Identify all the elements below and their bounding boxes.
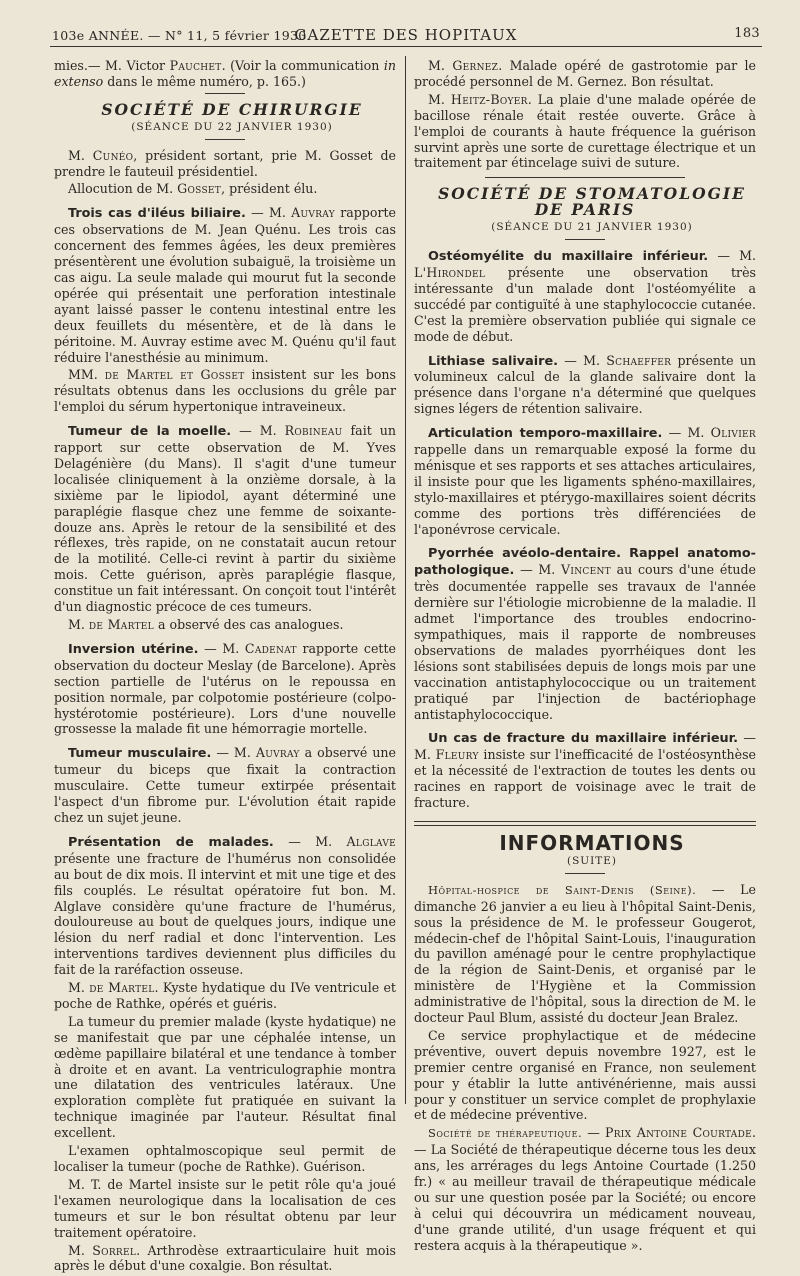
right-column: [414, 58, 756, 1256]
paragraph-ileus: Trois cas d'iléus biliaire. — M. Auvray rapporte ces observations de M. Jean Quénu. Les trois cas concernent des femmes âgées, les deux premières présentèrent une évolution subaiguë, la troisième un cas aigu. La seule malade qui mourut fut la seconde opérée qui présentait une perforation intestinale ayant laissé passer le contenu intestinal entre les deux feuillets du mésentère, et de là dans le péritoine. M. Auvray estime avec M. Quénu qu'il faut réduire l'anesthésie au minimum.: [54, 205, 396, 365]
issue-line: 103e ANNÉE. — N° 11, 5 février 1930.: [52, 28, 311, 43]
paragraph-role: M. T. de Martel insiste sur le petit rôle qu'a joué l'examen neurologique dans la localisation de ces tumeurs et sur le bon résultat obtenu par leur traitement opératoire.: [54, 1176, 396, 1240]
paragraph-musculaire: Tumeur musculaire. — M. Auvray a observé une tumeur du biceps que fixait la contraction musculaire. Cette tumeur extirpée présentait l'aspect d'un fibrome pur. L'évolution était rapide chez un sujet jeune.: [54, 745, 396, 825]
paragraph-examen: L'examen ophtalmoscopique seul permit de localiser la tumeur (poche de Rathke). Guérison.: [54, 1143, 396, 1174]
paragraph-lithiase: Lithiase salivaire. — M. Schaeffer présente un volumineux calcul de la glande salivaire dont la présence dans l'organe n'a déterminé que quelques signes légers de rétention salivaire.: [414, 352, 756, 417]
divider: [205, 139, 245, 140]
informations-title: INFORMATIONS: [499, 830, 685, 855]
double-divider: [414, 821, 756, 826]
paragraph-societe: Société de thérapeutique. — Prix Antoine Courtade. — La Société de thérapeutique décerne tous les deux ans, les arrérages du legs Antoine Courtade (1.250 fr.) « au meilleur travail de thérapeutique médicale ou sur une question posée par la Société; ou encore à celui qui découvrira un médicament nouveau, d'une grande utilité, d'un usage fréquent et qui restera acquis à la thérapeutique ».: [414, 1125, 756, 1253]
paragraph-pyorrhee: Pyorrhée avéolo-dentaire. Rappel anatomo-pathologique. — M. Vincent au cours d'une étude très documentée rappelle ses travaux de l'année dernière sur l'étiologie microbienne de la maladie. Il admet l'importance des troubles endocrino-sympathiques, mais il rapporte de nombreuses observations de malades pyorrhéiques dont les lésions sont stabilisées depuis de longs mois par une vaccination antistaphylococcique ou un traitement pratiqué par l'injection de bactériophage antistaphylococcique.: [414, 546, 756, 722]
column-separator: [405, 56, 406, 1104]
paragraph-tumeur: La tumeur du premier malade (kyste hydatique) ne se manifestait que par une céphalée intense, un œdème papillaire bilatéral et une tendance à tomber à droite et en avant. La ventriculographie montra une dilatation des ventricules latéraux. Une exploration complète fut pratiquée en suivant la technique imaginée par l'auteur. Résultat final excellent.: [54, 1013, 396, 1141]
paragraph-sorrel: M. Sorrel. Arthrodèse extraarticulaire huit mois après le début d'une coxalgie. Bon résultat.: [54, 1242, 396, 1274]
paragraph-mm: MM. de Martel et Gosset insistent sur les bons résultats obtenus dans les occlusions du grêle par l'emploi du sérum hypertonique intraveineux.: [54, 367, 396, 415]
paragraph-heitz: M. Heitz-Boyer. La plaie d'une malade opérée de bacillose rénale était restée ouverte. Grâce à l'emploi de courants à haute fréquence la guérison survint après une sorte de curettage électrique et un traitement par étincelage suivi de suture.: [414, 91, 756, 171]
page-number: 183: [734, 26, 760, 41]
paragraph-fracture: Un cas de fracture du maxillaire inférieur. — M. Fleury insiste sur l'inefficacité de l'ostéosynthèse et la nécessité de l'extraction de toutes les dents ou racines en rapport de voisinage avec le trait de fracture.: [414, 730, 757, 811]
paragraph-allocution: Allocution de M. Gosset, président élu.: [68, 181, 318, 197]
informations-subtitle: (SUITE): [566, 854, 618, 867]
paragraph-hospice: Hôpital-hospice de Saint-Denis (Seine). — Le dimanche 26 janvier a eu lieu à l'hôpital Saint-Denis, sous la présidence de M. le professeur Gougerot, médecin-chef de l'hôpital Saint-Louis, l'inauguration du pavillon aménagé pour le centre prophylactique de la région de Saint-Denis, et organisé par le ministère de l'Hygiène et la Commission administrative de l'hôpital, sous la direction de M. le docteur Paul Blum, assisté du docteur Jean Bralez.: [414, 881, 756, 1026]
paragraph-kyste: M. de Martel. Kyste hydatique du IVe ventricule et poche de Rathke, opérés et guéris.: [54, 980, 396, 1011]
divider: [565, 239, 605, 240]
page-header: [52, 24, 760, 46]
divider: [565, 873, 605, 874]
section-title-stomatologie: SOCIÉTÉ DE STOMATOLOGIE DE PARIS: [438, 184, 746, 220]
section-session-stomatologie: (SÉANCE DU 21 JANVIER 1930): [491, 221, 693, 234]
paragraph-cuneo: M. Cunéo, président sortant, prie M. Gosset de prendre le fauteuil présidentiel.: [54, 147, 396, 179]
divider: [485, 177, 685, 178]
paragraph-moelle: Tumeur de la moelle. — M. Robineau fait un rapport sur cette observation de M. Yves Delagénière (du Mans). Il s'agit d'une tumeur localisée cliniquement à la onzième dorsale, à la sixième par le lipiodol, ayant déterminé une paraplégie flasque chez une femme de soixante-douze ans. Après le retour de la sensibilité et des réflexes, très rapide, on ne constatait aucun retour de la motilité. Celle-ci revint à partir du sixième mois. Cette guérison, après paraplégie flasque, constitue un fait intéressant. On conçoit tout l'intérêt d'un diagnostic précoce de ces tumeurs.: [54, 423, 396, 615]
paragraph-osteo: Ostéomyélite du maxillaire inférieur. — M. L'Hirondel présente une observation très intéressante d'un malade dont l'ostéomyélite a succédé par contiguïté à une staphylococcie cutanée. C'est la première observation publiée qui signale ce mode de début.: [414, 248, 757, 344]
paragraph-inversion: Inversion utérine. — M. Cadenat rapporte cette observation du docteur Meslay (de Barcelone). Après section partielle de l'utérus on le repoussa en position normale, par colpotomie postérieure (colpo-hystérotomie postérieure). Lors d'une nouvelle grossesse la malade fit une hémorragie mortelle.: [54, 640, 396, 737]
paragraph-presentation: Présentation de malades. — M. Alglave présente une fracture de l'humérus non consolidée au bout de dix mois. Il intervint et mit une tige et des fils couplés. Le résultat opératoire fut bon. M. Alglave considère qu'une fracture de l'humérus, douloureuse au bout de quelques jours, indique une lésion du nerf radial et donc l'intervention. Les interventions tardives deviennent plus difficiles du fait de la raréfaction osseuse.: [54, 833, 396, 978]
intro-paragraph: mies.— M. Victor Pauchet. (Voir la communication in extenso dans le même numéro, p. 165.): [54, 58, 396, 89]
paragraph-articulation: Articulation temporo-maxillaire. — M. Olivier rappelle dans un remarquable exposé la forme du ménisque et ses rapports et ses attaches articulaires, il insiste pour que les ligaments sphéno-maxillaires, stylo-maxillaires et ptérygo-maxillaires soient décrits comme des portions très différenciées de l'aponévrose cervicale.: [414, 425, 756, 537]
section-session-chirurgie: (SÉANCE DU 22 JANVIER 1930): [131, 120, 333, 133]
divider: [205, 93, 245, 94]
left-column: [54, 58, 396, 1276]
journal-title: GAZETTE DES HOPITAUX: [294, 26, 518, 44]
paragraph-service: Ce service prophylactique et de médecine préventive, ouvert depuis novembre 1927, est le premier centre organisé en France, non seulement pour y établir la lutte antivénérienne, mais aussi pour y constituer un service complet de prophylaxie et de médecine préventive.: [414, 1027, 756, 1123]
section-title-chirurgie: SOCIÉTÉ DE CHIRURGIE: [101, 99, 363, 119]
paragraph-martel-1: M. de Martel a observé des cas analogues.: [68, 617, 344, 632]
header-rule: [50, 46, 762, 47]
paragraph-gernez: M. Gernez. Malade opéré de gastrotomie par le procédé personnel de M. Gernez. Bon résultat.: [414, 58, 756, 89]
